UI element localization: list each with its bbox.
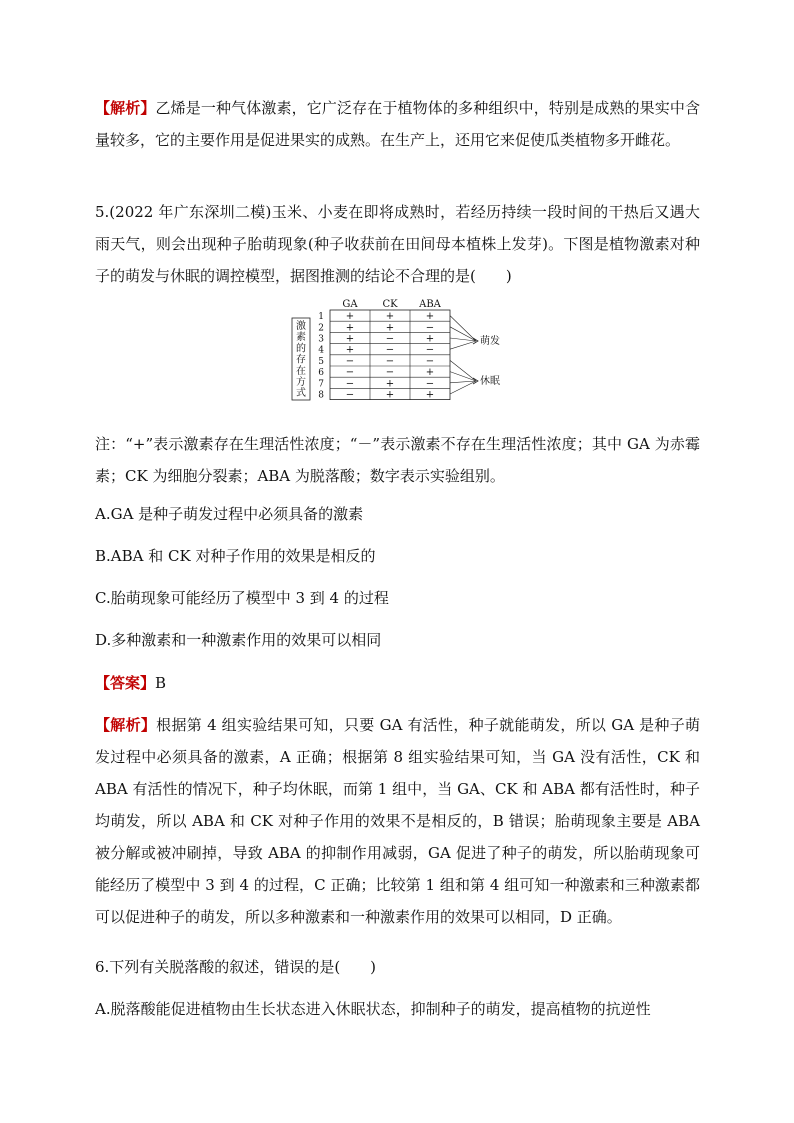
- table-cell: −: [425, 355, 435, 367]
- analysis-text: 根据第 4 组实验结果可知，只要 GA 有活性，种子就能萌发，所以 GA 是种子萌发过程中必须具备的激素，A 正确；根据第 8 组实验结果可知，当 GA 没有活性，CK 和 ABA 有活性的情况下，种子均休眠，而第 1 组中，当 GA、CK 和 ABA 都有活性时，种子均萌发，所以 ABA 和 CK 对种子作用的效果不是相反的，B 错误；胎萌现象主要是 ABA 被分解或被冲刷掉，导致 ABA 的抑制作用减弱，GA 促进了种子的萌发，所以胎萌现象可能经历了模型中 3 到 4 的过程，C 正确；比较第 1 组和第 4 组可知一种激素和三种激素都可以促进种子的萌发，所以多种激素和一种激素作用的效果可以相同，D 正确。: [95, 716, 700, 926]
- row-number: 4: [318, 345, 324, 356]
- side-label-char: 的: [296, 343, 306, 355]
- table-cell: −: [385, 355, 395, 367]
- row-number: 3: [318, 334, 324, 345]
- table-cells: [318, 311, 434, 400]
- table-cell: +: [385, 322, 395, 334]
- table-cell: −: [385, 344, 395, 356]
- question-6-option-a: A.脱落酸能促进植物由生长状态进入休眠状态，抑制种子的萌发，提高植物的抗逆性: [95, 1000, 651, 1018]
- row-number: 2: [318, 323, 324, 334]
- row-number: 1: [318, 312, 324, 323]
- option-b: B.ABA 和 CK 对种子作用的效果是相反的: [95, 547, 376, 565]
- hormone-regulation-model-figure: [290, 296, 510, 412]
- table-cell: +: [425, 333, 435, 345]
- table-cell: −: [345, 378, 355, 390]
- table-cell: −: [345, 355, 355, 367]
- outcome-line: [450, 327, 476, 341]
- analysis-label: 【解析】: [95, 99, 156, 117]
- answer-label: 【答案】: [95, 674, 156, 692]
- dormant-label: 休眠: [480, 376, 500, 387]
- note-paragraph: [95, 428, 700, 492]
- table-cell: +: [345, 344, 355, 356]
- note-text: 注：“+”表示激素存在生理活性浓度；“－”表示激素不存在生理活性浓度；其中 GA 为赤霉素；CK 为细胞分裂素；ABA 为脱落酸；数字表示实验组别。: [95, 435, 700, 485]
- side-label-char: 式: [296, 388, 306, 400]
- table-cell: +: [345, 311, 355, 323]
- table-cell: −: [345, 389, 355, 401]
- table-cell: −: [385, 367, 395, 379]
- side-label-char: 激: [296, 321, 306, 332]
- analysis-paragraph-1: [95, 92, 700, 156]
- side-label-text: [296, 319, 306, 399]
- side-label-char: 素: [296, 332, 306, 344]
- table-cell: −: [425, 378, 435, 390]
- column-header: GA: [342, 299, 358, 310]
- table-cell: +: [385, 389, 395, 401]
- analysis-text: 乙烯是一种气体激素，它广泛存在于植物体的多种组织中，特别是成熟的果实中含量较多，它的主要作用是促进果实的成熟。在生产上，还用它来促使瓜类植物多开雌花。: [95, 99, 700, 149]
- table-cell: +: [385, 311, 395, 323]
- outcome-line: [450, 316, 476, 341]
- question-5-stem: [95, 196, 700, 292]
- table-cell: +: [425, 389, 435, 401]
- column-header: ABA: [419, 299, 441, 310]
- row-number: 5: [318, 356, 324, 367]
- table-cell: −: [345, 367, 355, 379]
- table-cell: +: [425, 311, 435, 323]
- column-header: CK: [382, 299, 398, 310]
- analysis-label: 【解析】: [95, 716, 157, 734]
- table-cell: +: [345, 333, 355, 345]
- answer-line: [95, 672, 166, 694]
- question-5-text: 5.(2022 年广东深圳二模)玉米、小麦在即将成熟时，若经历持续一段时间的干热后又遇大雨天气，则会出现种子胎萌现象(种子收获前在田间母本植株上发芽)。下图是植物激素对种子的萌发与休眠的调控模型，据图推测的结论不合理的是( ): [95, 203, 700, 285]
- table-cell: −: [425, 322, 435, 334]
- row-number: 6: [318, 368, 324, 379]
- side-label-char: 存: [296, 354, 306, 366]
- column-headers: [342, 299, 441, 310]
- germinate-label: 萌发: [480, 336, 500, 347]
- outcome-line: [450, 372, 476, 381]
- analysis-paragraph-2: [95, 709, 700, 933]
- outcome-line: [450, 381, 476, 394]
- row-number: 8: [318, 390, 324, 401]
- row-number: 7: [318, 379, 324, 390]
- outcome-line: [450, 381, 476, 383]
- outcome-line: [450, 341, 476, 349]
- option-c: C.胎萌现象可能经历了模型中 3 到 4 的过程: [95, 589, 389, 607]
- table-cell: +: [385, 378, 395, 390]
- table-cell: −: [425, 344, 435, 356]
- table-cell: −: [385, 333, 395, 345]
- outcome-line: [450, 338, 476, 341]
- outcome-arrows: [450, 316, 478, 394]
- answer-value: B: [155, 674, 167, 692]
- option-a: A.GA 是种子萌发过程中必须具备的激素: [95, 505, 364, 523]
- outcome-line: [450, 360, 476, 381]
- table-cell: +: [425, 367, 435, 379]
- side-label-char: 方: [296, 377, 306, 388]
- question-6-stem: 6.下列有关脱落酸的叙述，错误的是( ): [95, 958, 377, 976]
- option-d: D.多种激素和一种激素作用的效果可以相同: [95, 631, 382, 649]
- side-label-char: 在: [296, 365, 306, 377]
- table-cell: +: [345, 322, 355, 334]
